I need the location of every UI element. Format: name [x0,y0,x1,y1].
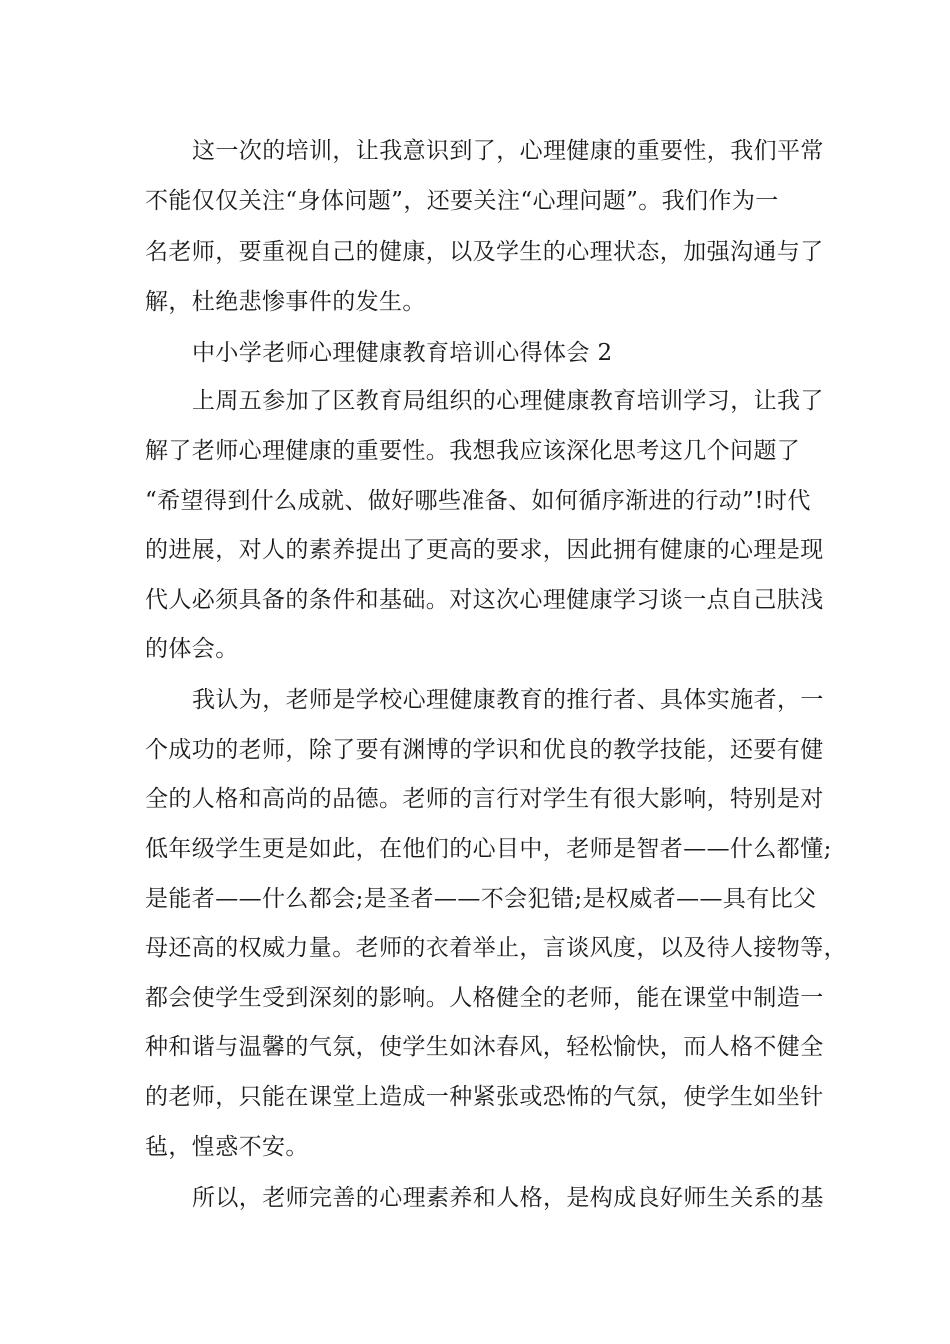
section-heading: 中小学老师心理健康教育培训心得体会 2 [192,340,613,366]
paragraph-3-line-8: 种和谐与温馨的气氛，使学生如沐春风，轻松愉快，而人格不健全 [145,1034,824,1060]
paragraph-2-line-2: 解了老师心理健康的重要性。我想我应该深化思考这几个问题了 [145,438,801,464]
paragraph-2-line-5: 代人必须具备的条件和基础。对这次心理健康学习谈一点自己肤浅 [145,587,824,613]
paragraph-2-line-3: “希望得到什么成就、做好哪些准备、如何循序渐进的行动”!时代 [145,488,811,514]
paragraph-3-line-6: 母还高的权威力量。老师的衣着举止，言谈风度，以及待人接物等， [145,935,847,961]
paragraph-1-line-2: 不能仅仅关注“身体问题”，还要关注“心理问题”。我们作为一 [145,188,779,214]
paragraph-2-line-4: 的进展，对人的素养提出了更高的要求，因此拥有健康的心理是现 [145,537,824,563]
paragraph-4-line-1: 所以，老师完善的心理素养和人格，是构成良好师生关系的基 [192,1185,824,1211]
paragraph-1-line-4: 解，杜绝悲惨事件的发生。 [145,289,426,315]
paragraph-3-line-9: 的老师，只能在课堂上造成一种紧张或恐怖的气氛，使学生如坐针 [145,1084,824,1110]
paragraph-1-line-1: 这一次的培训，让我意识到了，心理健康的重要性，我们平常 [192,138,824,164]
paragraph-2-line-1: 上周五参加了区教育局组织的心理健康教育培训学习，让我了 [192,388,824,414]
paragraph-3-line-1: 我认为，老师是学校心理健康教育的推行者、具体实施者，一 [192,687,824,713]
paragraph-3-line-4: 低年级学生更是如此，在他们的心目中，老师是智者——什么都懂; [145,836,832,862]
paragraph-3-line-2: 个成功的老师，除了要有渊博的学识和优良的教学技能，还要有健 [145,737,824,763]
paragraph-1-line-3: 名老师，要重视自己的健康，以及学生的心理状态，加强沟通与了 [145,239,824,265]
paragraph-3-line-10: 毡，惶惑不安。 [145,1134,309,1160]
paragraph-3-line-5: 是能者——什么都会;是圣者——不会犯错;是权威者——具有比父 [145,886,817,912]
paragraph-2-line-6: 的体会。 [145,636,239,662]
paragraph-3-line-7: 都会使学生受到深刻的影响。人格健全的老师，能在课堂中制造一 [145,985,824,1011]
paragraph-3-line-3: 全的人格和高尚的品德。老师的言行对学生有很大影响，特别是对 [145,786,824,812]
